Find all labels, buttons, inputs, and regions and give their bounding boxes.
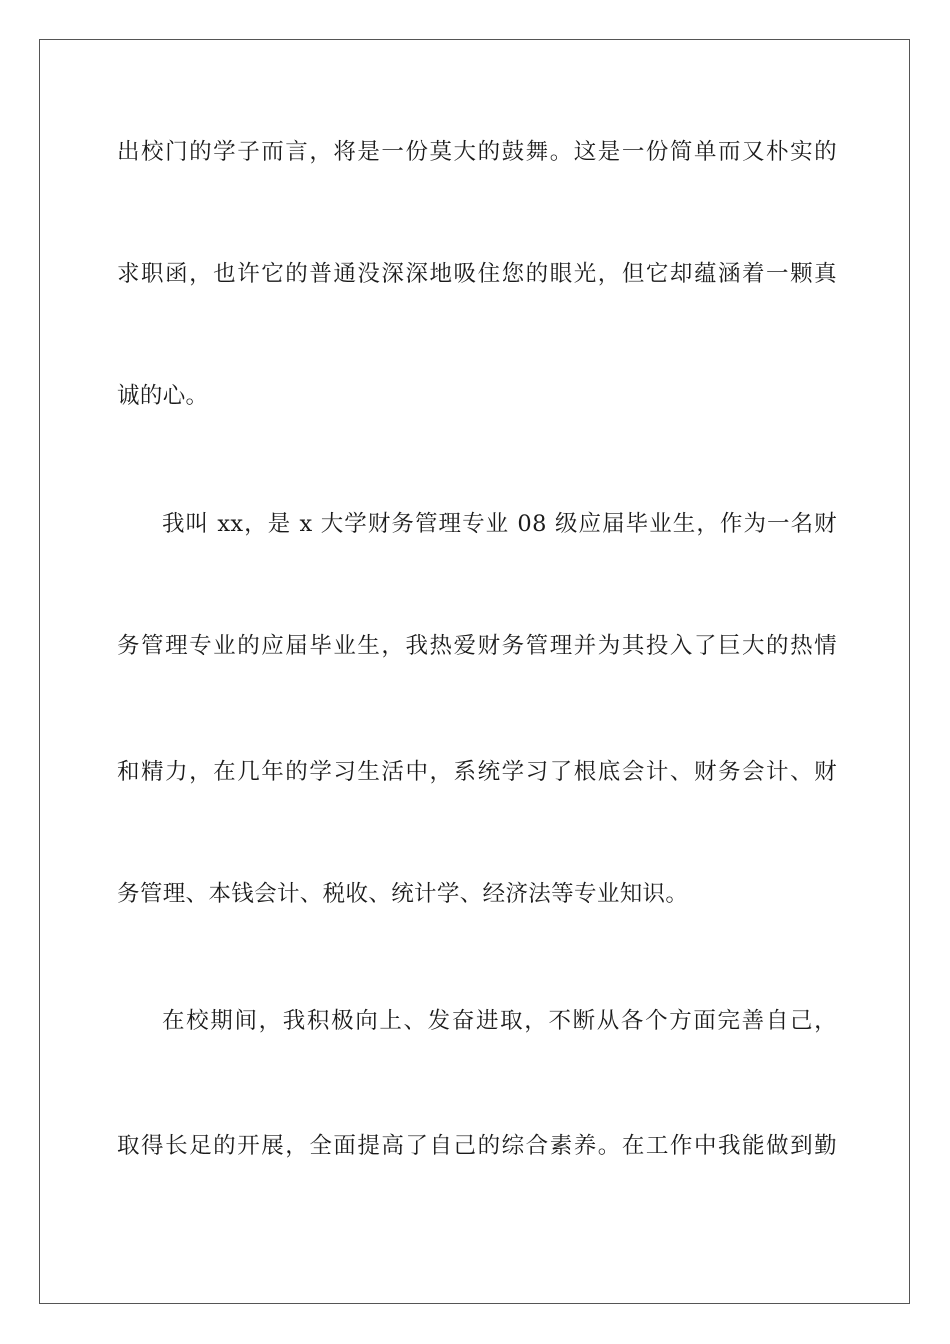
- paragraph-line: 和精力，在几年的学习生活中，系统学习了根底会计、财务会计、财: [117, 759, 837, 785]
- paragraph-line: 出校门的学子而言，将是一份莫大的鼓舞。这是一份简单而又朴实的: [117, 139, 837, 165]
- page-border: [39, 39, 910, 1304]
- paragraph-line: 在校期间，我积极向上、发奋进取，不断从各个方面完善自己，: [162, 1008, 837, 1034]
- paragraph-line: 务管理专业的应届毕业生，我热爱财务管理并为其投入了巨大的热情: [117, 633, 837, 659]
- paragraph-line: 务管理、本钱会计、税收、统计学、经济法等专业知识。: [117, 881, 689, 907]
- paragraph-line: 取得长足的开展，全面提高了自己的综合素养。在工作中我能做到勤: [117, 1133, 837, 1159]
- paragraph-line: 求职函，也许它的普通没深深地吸住您的眼光，但它却蕴涵着一颗真: [117, 261, 837, 287]
- paragraph-line: 诚的心。: [117, 383, 209, 409]
- paragraph-line: 我叫 xx，是 x 大学财务管理专业 08 级应届毕业生，作为一名财: [162, 511, 837, 537]
